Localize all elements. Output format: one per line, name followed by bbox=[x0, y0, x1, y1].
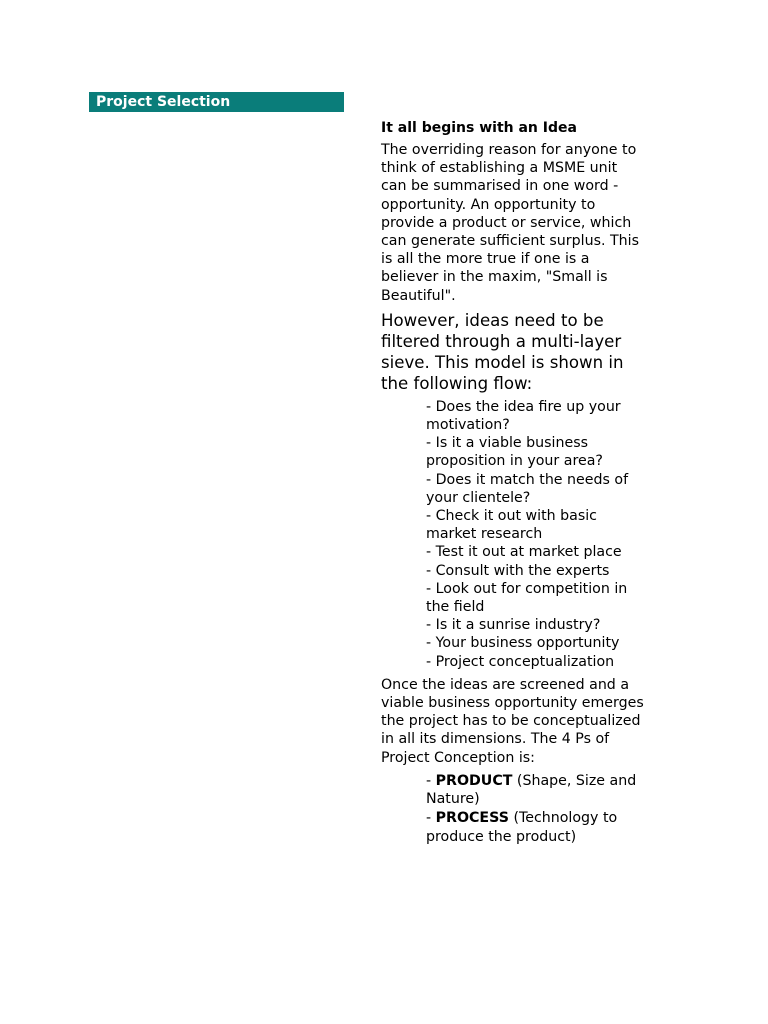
conception-paragraph: Once the ideas are screened and a viable business opportunity emerges the project has to be conceptualized in all its dimensions. The 4 Ps of Project Conception is: bbox=[381, 676, 644, 766]
flow-list bbox=[426, 398, 646, 671]
flow-item: - Consult with the experts bbox=[426, 562, 610, 579]
flow-item: - Does it match the needs of your clientele? bbox=[426, 471, 629, 506]
article-body bbox=[381, 118, 646, 847]
section-header bbox=[89, 92, 344, 112]
ps-description: (Technology to produce the product) bbox=[426, 810, 618, 845]
flow-item: - Does the idea fire up your motivation? bbox=[426, 398, 621, 434]
lead-paragraph: However, ideas need to be filtered through a multi-layer sieve. This model is shown in the following flow: bbox=[381, 310, 624, 393]
ps-item-product bbox=[426, 772, 646, 808]
flow-item: - Project conceptualization bbox=[426, 653, 615, 670]
ps-prefix: - bbox=[426, 772, 436, 789]
intro-paragraph: The overriding reason for anyone to think of establishing a MSME unit can be summarised in one word - opportunity. An opportunity to provide a product or service, which can generate sufficient surplus. This is all the more true if one is a believer in the maxim, "Small is Beautiful". bbox=[381, 142, 639, 304]
ps-prefix: - bbox=[426, 810, 436, 827]
flow-item: - Look out for competition in the field bbox=[426, 580, 628, 616]
article-heading: It all begins with an Idea bbox=[381, 120, 577, 136]
flow-item: - Is it a viable business proposition in your area? bbox=[426, 435, 603, 470]
section-title: Project Selection bbox=[96, 94, 231, 110]
flow-item: - Test it out at market place bbox=[426, 544, 622, 561]
ps-term: PROCESS bbox=[435, 810, 509, 827]
four-ps-list bbox=[426, 772, 646, 846]
flow-item: - Check it out with basic market research bbox=[426, 508, 597, 543]
ps-item-process bbox=[426, 809, 646, 845]
flow-item: - Your business opportunity bbox=[426, 635, 620, 652]
ps-term: PRODUCT bbox=[435, 772, 513, 789]
flow-item: - Is it a sunrise industry? bbox=[426, 617, 601, 634]
ps-description: (Shape, Size and Nature) bbox=[426, 772, 637, 808]
